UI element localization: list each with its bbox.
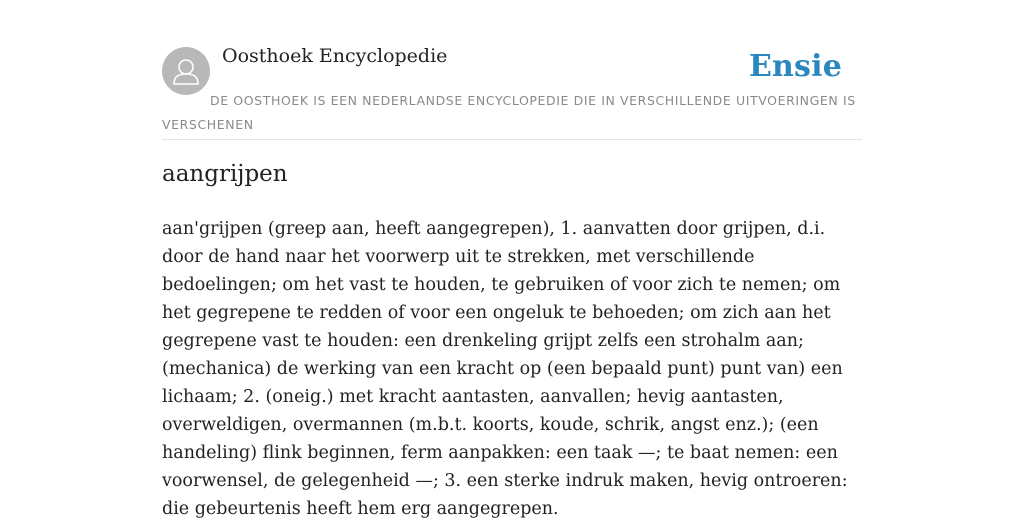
avatar[interactable] (162, 47, 210, 95)
header (162, 0, 862, 140)
site-tagline: DE OOSTHOEK IS EEN NEDERLANDSE ENCYCLOPEDIE DIE IN VERSCHILLENDE UITVOERINGEN IS VERSCHENEN (162, 93, 856, 132)
site-name[interactable]: Oosthoek Encyclopedie (222, 45, 448, 67)
article-title: aangrijpen (162, 161, 288, 187)
page (162, 0, 862, 519)
user-icon (162, 47, 210, 95)
brand-logo[interactable]: Ensie (748, 49, 842, 84)
article-body: aan'grijpen (greep aan, heeft aangegrepen), 1. aanvatten door grijpen, d.i. door de hand naar het voorwerp uit te strekken, met verschillende bedoelingen; om het vast te houden, te gebruiken of voor zich te nemen; om het gegrepene te redden of voor een ongeluk te behoeden; om zich aan het gegrepene vast te houden: een drenkeling grijpt zelfs een strohalm aan; (mechanica) de werking van een kracht op (een bepaald punt) punt van) een lichaam; 2. (oneig.) met kracht aantasten, aanvallen; hevig aantasten, overweldigen, overmannen (m.b.t. koorts, koude, schrik, angst enz.); (een handeling) flink beginnen, ferm aanpakken: een taak —; te baat nemen: een voorwensel, de gelegenheid —; 3. een sterke indruk maken, hevig ontroeren: die gebeurtenis heeft hem erg aangegrepen. (162, 219, 848, 519)
